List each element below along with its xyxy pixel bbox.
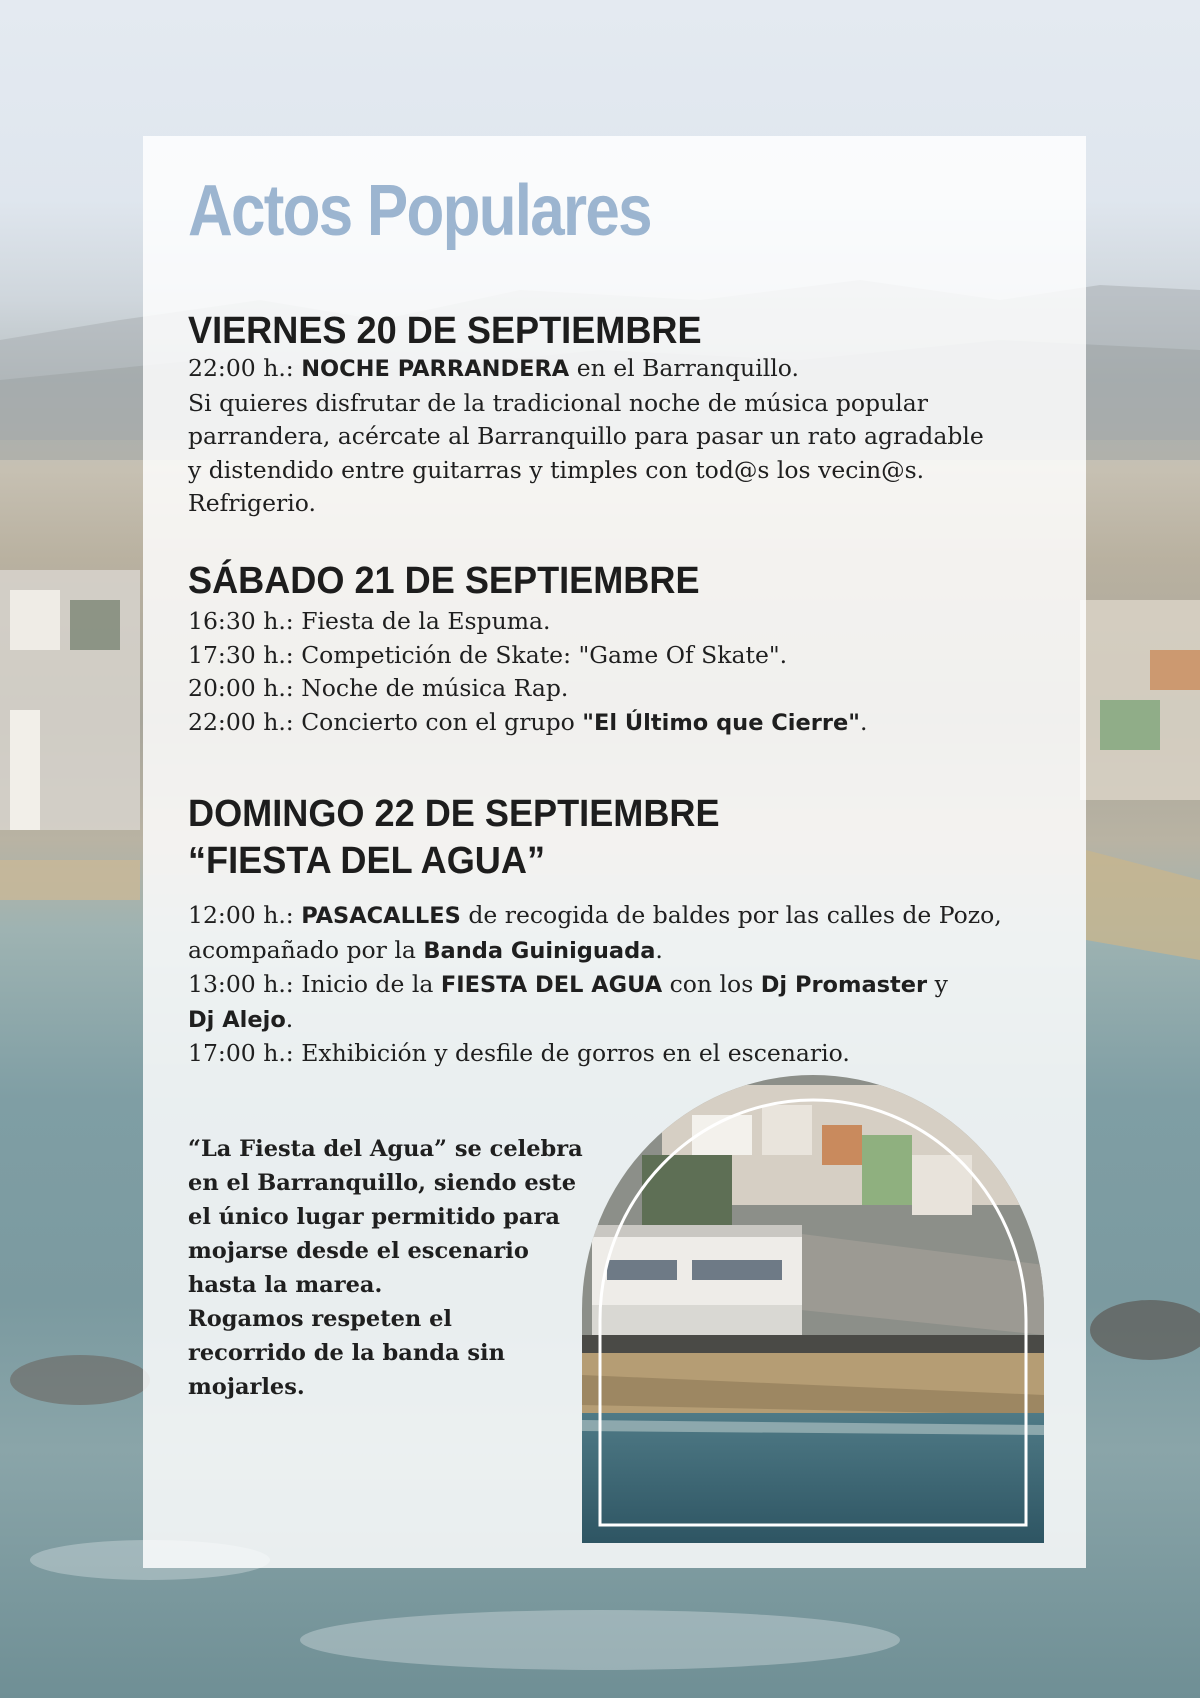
- note-line-5: hasta la marea.: [188, 1272, 383, 1298]
- note-line-2: en el Barranquillo, siendo este: [188, 1170, 577, 1196]
- note-line-4: mojarse desde el escenario: [188, 1238, 529, 1264]
- friday-line-3: parrandera, acércate al Barranquillo para pasar un rato agradable: [188, 422, 984, 450]
- friday-line-1: 22:00 h.: NOCHE PARRANDERA en el Barranquillo.: [188, 354, 799, 382]
- sunday-line-2: acompañado por la Banda Guiniguada.: [188, 935, 663, 964]
- saturday-line-4: 22:00 h.: Concierto con el grupo "El Último que Cierre".: [188, 707, 868, 736]
- sunday-line-5: 17:00 h.: Exhibición y desfile de gorros en el escenario.: [188, 1039, 850, 1067]
- friday-schedule: [188, 352, 984, 521]
- sunday-subheading: “FIESTA DEL AGUA”: [188, 840, 546, 882]
- friday-line-2: Si quieres disfrutar de la tradicional noche de música popular: [188, 388, 928, 417]
- note-paragraph: [188, 1132, 583, 1404]
- sunday-line-3: 13:00 h.: Inicio de la FIESTA DEL AGUA con los Dj Promaster y: [188, 970, 948, 998]
- beach-promenade-photo: [582, 1075, 1044, 1543]
- saturday-heading: SÁBADO 21 DE SEPTIEMBRE: [188, 560, 700, 602]
- note-line-8: mojarles.: [188, 1374, 305, 1400]
- page-title: Actos Populares: [188, 171, 651, 251]
- friday-heading: VIERNES 20 DE SEPTIEMBRE: [188, 310, 702, 352]
- note-line-7: recorrido de la banda sin: [188, 1340, 505, 1366]
- note-line-6: Rogamos respeten el: [188, 1306, 452, 1332]
- sunday-line-1: 12:00 h.: PASACALLES de recogida de baldes por las calles de Pozo,: [188, 901, 1002, 929]
- sunday-line-4: Dj Alejo.: [188, 1004, 294, 1033]
- saturday-schedule: [188, 605, 867, 740]
- sunday-schedule: [188, 899, 1002, 1071]
- note-line-1: “La Fiesta del Agua” se celebra: [188, 1136, 583, 1162]
- saturday-line-2: 17:30 h.: Competición de Skate: "Game Of Skate".: [188, 640, 788, 669]
- friday-line-4: y distendido entre guitarras y timples con tod@s los vecin@s.: [188, 455, 925, 484]
- saturday-line-3: 20:00 h.: Noche de música Rap.: [188, 674, 569, 702]
- friday-line-5: Refrigerio.: [188, 489, 316, 517]
- sunday-heading: DOMINGO 22 DE SEPTIEMBRE: [188, 793, 720, 835]
- note-line-3: el único lugar permitido para: [188, 1204, 560, 1230]
- saturday-line-1: 16:30 h.: Fiesta de la Espuma.: [188, 607, 551, 635]
